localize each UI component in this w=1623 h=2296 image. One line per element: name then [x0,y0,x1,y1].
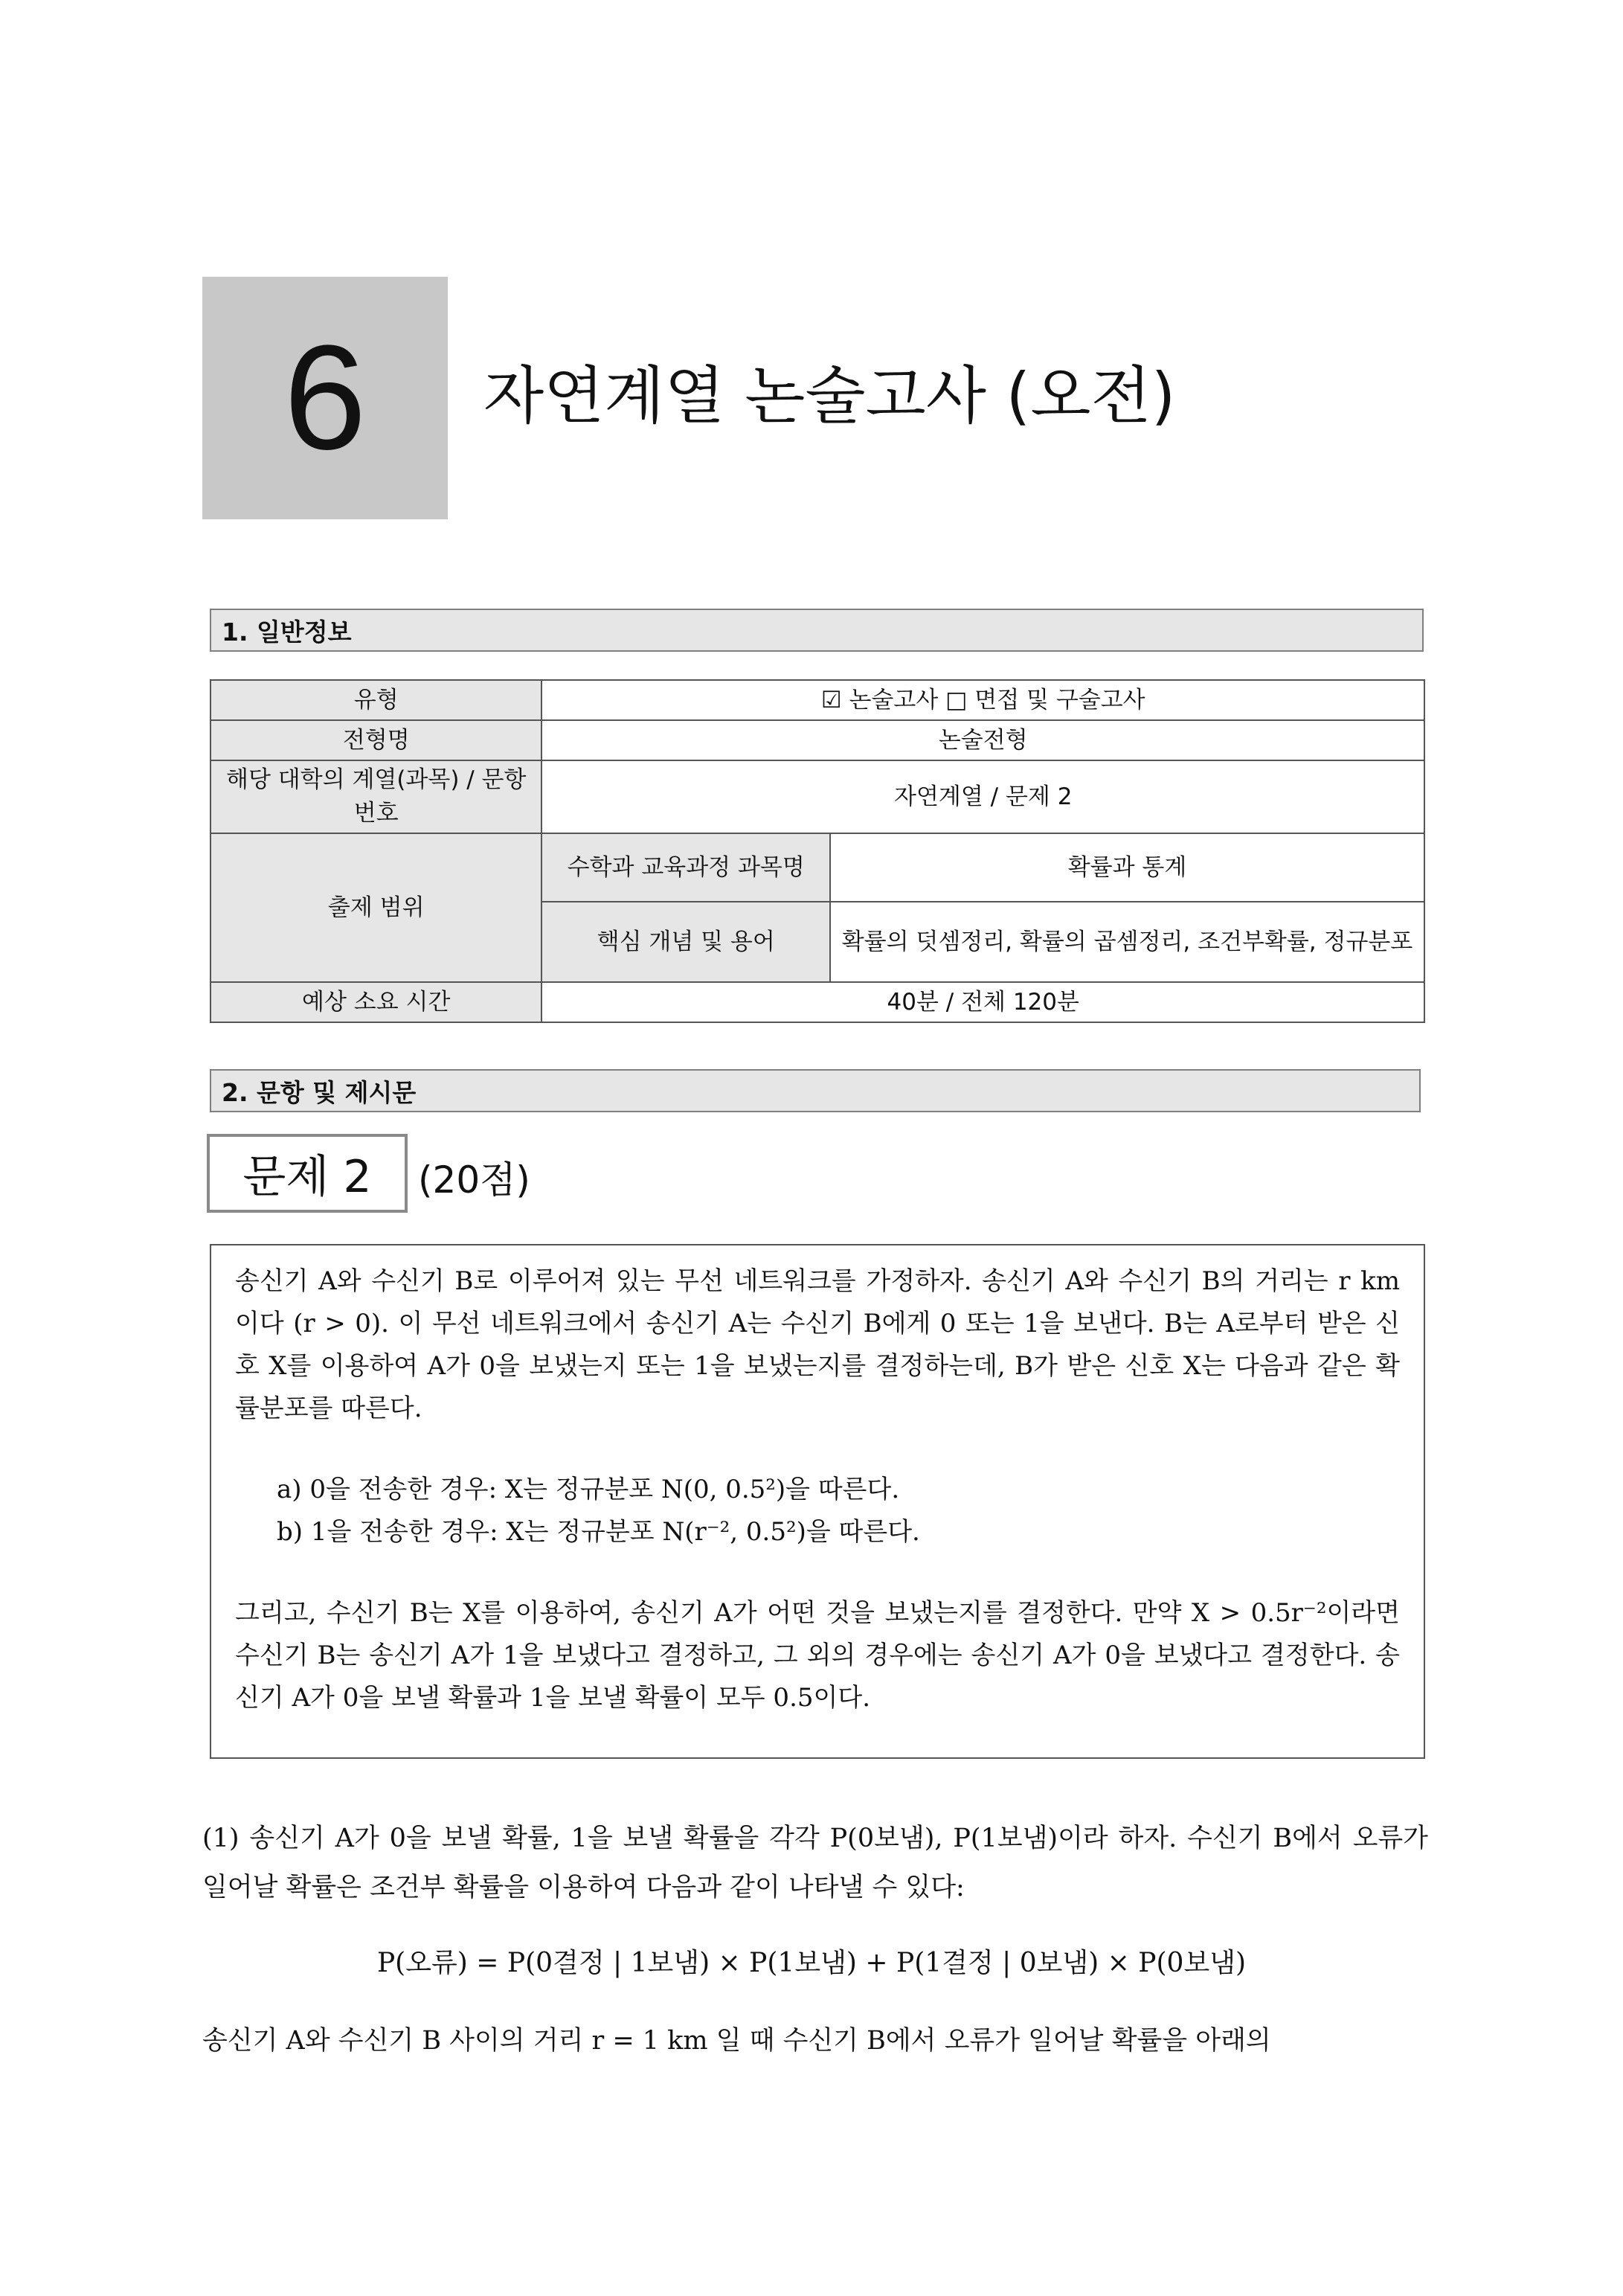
dept-label: 해당 대학의 계열(과목) / 문항번호 [210,760,541,833]
type-label: 유형 [210,680,541,720]
passage-item-a: a) 0을 전송한 경우: X는 정규분포 N(0, 0.5²)을 따른다. [277,1475,900,1504]
section-problem-header [210,1069,1421,1112]
track-value: 논술전형 [541,720,1424,760]
dept-value: 자연계열 / 문제 2 [541,760,1424,833]
section-title: 1. 일반정보 [222,617,352,647]
problem-score: (20점) [418,1158,530,1202]
passage-item-b: b) 1을 전송한 경우: X는 정규분포 N(r⁻², 0.5²)을 따른다. [277,1517,920,1547]
type-value: ☑ 논술고사 □ 면접 및 구술고사 [541,680,1424,720]
table-row [210,760,1424,833]
table-row [210,833,1424,902]
table-row [210,680,1424,720]
error-probability-equation: P(오류) = P(0결정 | 1보냄) × P(1보냄) + P(1결정 | 0보냄) × P(0보냄) [376,1948,1247,1978]
problem-number: 문제 2 [242,1151,372,1203]
concept-value: 확률의 덧셈정리, 확률의 곱셈정리, 조건부확률, 정규분포 [830,902,1424,982]
section-title: 2. 문항 및 제시문 [222,1077,417,1107]
general-info-table [210,679,1425,1023]
time-value: 40분 / 전체 120분 [541,982,1424,1022]
chapter-title: 자연계열 논술고사 (오전) [483,359,1176,432]
question-1-intro: (1) 송신기 A가 0을 보낼 확률, 1을 보낼 확률을 각각 P(0보냄), P(1보냄)이라 하자. 수신기 B에서 오류가 일어날 확률은 조건부 확률을 이용하여 다음과 같이 나타낼 수 있다: [202,1824,1428,1902]
chapter-number: 6 [283,315,367,481]
problem-number-box [207,1134,408,1213]
chapter-number-box [202,277,448,519]
question-1-continuation: 송신기 A와 수신기 B 사이의 거리 r = 1 km 일 때 수신기 B에서 오류가 일어날 확률을 아래의 [202,2026,1271,2056]
concept-label: 핵심 개념 및 용어 [541,902,830,982]
time-label: 예상 소요 시간 [210,982,541,1022]
subject-label: 수학과 교육과정 과목명 [541,833,830,902]
subject-value: 확률과 통계 [830,833,1424,902]
section-general-info-header [210,609,1424,652]
passage-paragraph: 송신기 A와 수신기 B로 이루어져 있는 무선 네트워크를 가정하자. 송신기 A와 수신기 B의 거리는 r km 이다 (r > 0). 이 무선 네트워크에서 송신기 A는 수신기 B에게 0 또는 1을 보낸다. B는 A로부터 받은 신호 X를 이용하여 A가 0을 보냈는지 또는 1을 보냈는지를 결정하는데, B가 받은 신호 X는 다음과 같은 확률분포를 따른다. [235,1266,1400,1423]
passage-paragraph: 그리고, 수신기 B는 X를 이용하여, 송신기 A가 어떤 것을 보냈는지를 결정한다. 만약 X > 0.5r⁻²이라면 수신기 B는 송신기 A가 1을 보냈다고 결정하고, 그 외의 경우에는 송신기 A가 0을 보냈다고 결정한다. 송신기 A가 0을 보낼 확률과 1을 보낼 확률이 모두 0.5이다. [235,1598,1400,1713]
passage-box [210,1244,1425,1759]
track-label: 전형명 [210,720,541,760]
table-row [210,720,1424,760]
table-row [210,982,1424,1022]
scope-label: 출제 범위 [210,833,541,982]
